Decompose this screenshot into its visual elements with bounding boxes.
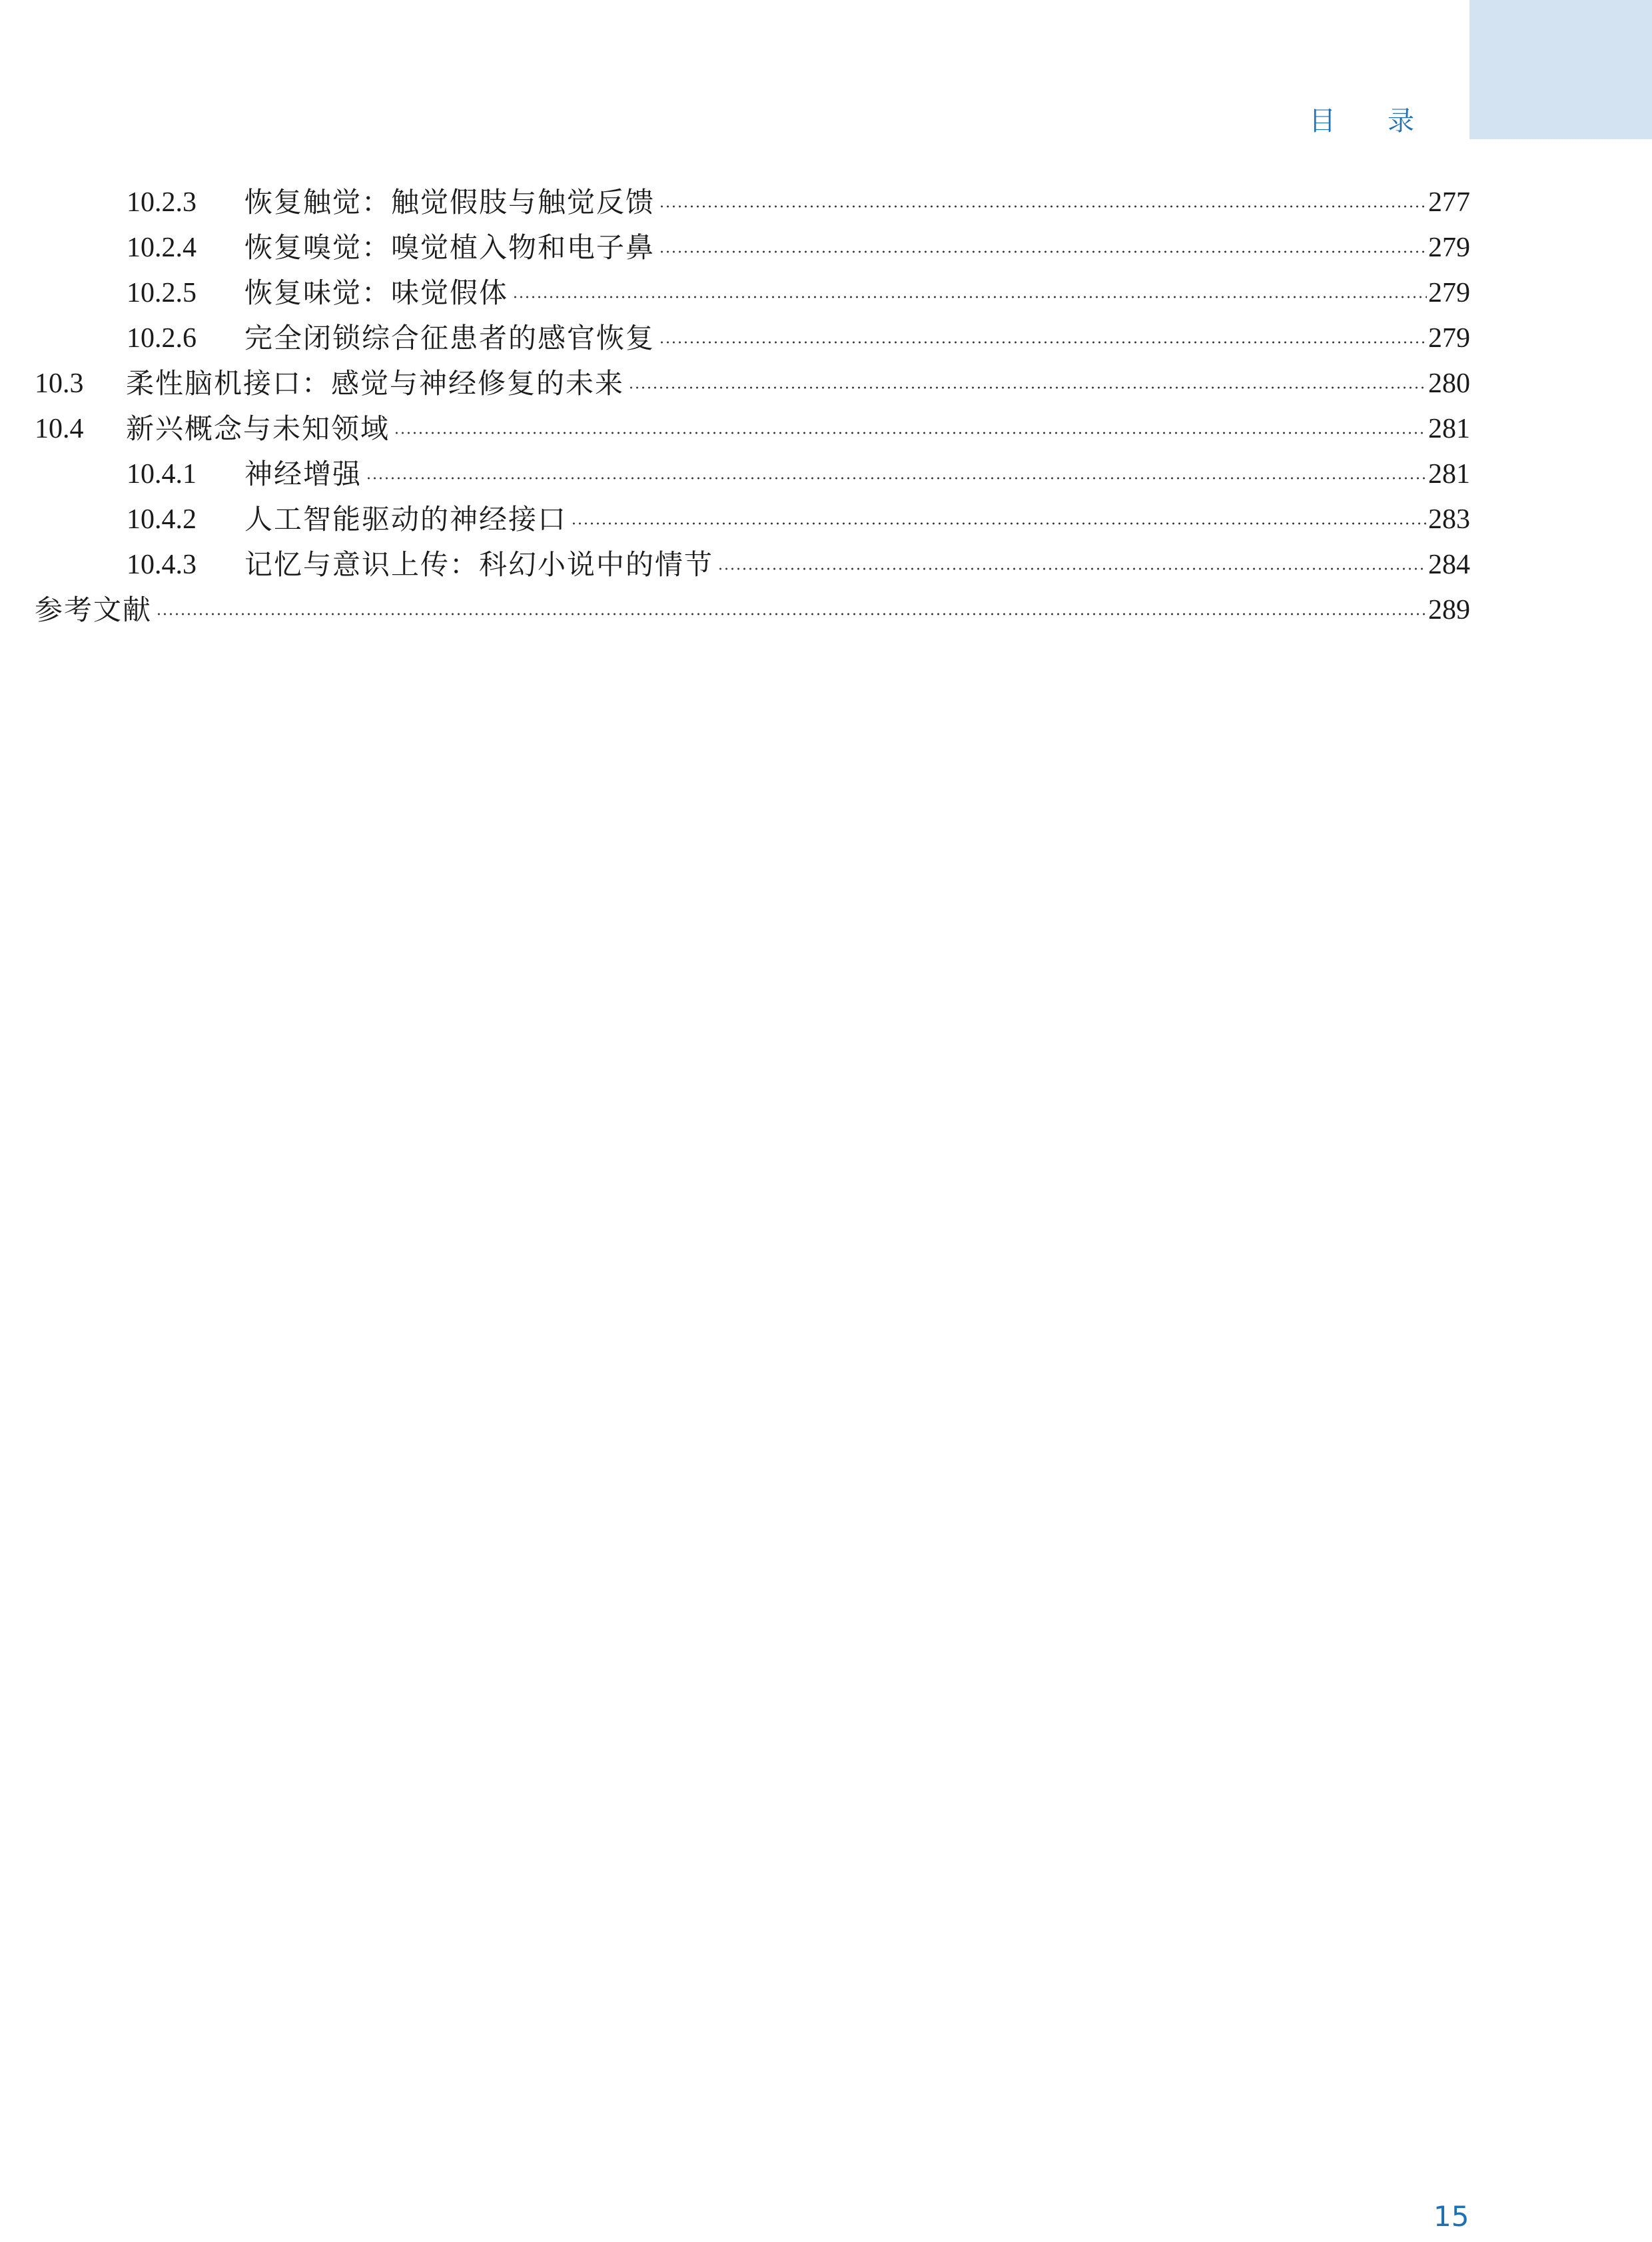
toc-entry[interactable] <box>127 180 1470 225</box>
toc-entry-number: 10.2.3 <box>127 187 197 218</box>
toc-entry[interactable] <box>127 316 1470 361</box>
toc-entry-title: 人工智能驱动的神经接口 <box>244 503 568 536</box>
toc-entry-title: 完全闭锁综合征患者的感官恢复 <box>244 322 655 354</box>
toc-dot-leader <box>628 386 1427 389</box>
toc-entry[interactable] <box>127 270 1470 316</box>
toc-entry-page: 284 <box>1428 550 1470 580</box>
toc-entry-page: 283 <box>1428 504 1470 535</box>
toc-entry[interactable] <box>127 542 1470 587</box>
toc-entry-number: 10.4.3 <box>127 550 197 580</box>
toc-dot-leader <box>659 341 1427 344</box>
toc-entry[interactable] <box>127 225 1470 270</box>
toc-entry-title: 记忆与意识上传：科幻小说中的情节 <box>244 548 714 581</box>
toc-entry-number: 10.3 <box>35 368 84 399</box>
toc-entry-page: 279 <box>1428 323 1470 354</box>
toc-dot-leader <box>366 477 1427 480</box>
toc-entry-title: 恢复嗅觉：嗅觉植入物和电子鼻 <box>244 231 655 264</box>
toc-entry-number: 10.2.6 <box>127 323 197 354</box>
toc-entry-page: 277 <box>1428 187 1470 218</box>
toc-entry[interactable] <box>127 497 1470 542</box>
toc-entry-references[interactable] <box>35 587 1470 633</box>
toc-entry-number: 10.4 <box>35 414 84 444</box>
page-header-title <box>1309 100 1414 138</box>
toc-dot-leader <box>156 613 1427 615</box>
toc-entry-number: 10.2.4 <box>127 232 197 263</box>
toc-entry-title: 恢复触觉：触觉假肢与触觉反馈 <box>244 186 655 218</box>
toc-dot-leader <box>571 522 1427 525</box>
corner-color-tab <box>1469 0 1652 139</box>
header-title-char-1: 目 <box>1309 106 1336 137</box>
toc-entry[interactable] <box>35 361 1470 406</box>
toc-entry-page: 280 <box>1428 368 1470 399</box>
toc-dot-leader <box>659 205 1427 208</box>
toc-entry-page: 289 <box>1428 595 1470 625</box>
toc-entry-page: 279 <box>1428 278 1470 308</box>
toc-entry-title: 柔性脑机接口：感觉与神经修复的未来 <box>126 367 625 400</box>
toc-dot-leader <box>512 296 1427 298</box>
toc-entry-number: 10.4.1 <box>127 459 197 490</box>
toc-entry-title: 恢复味觉：味觉假体 <box>244 276 509 309</box>
toc-entry-title: 神经增强 <box>244 458 362 490</box>
toc-dot-leader <box>717 567 1427 570</box>
toc-entry-title: 参考文献 <box>35 593 153 626</box>
toc-dot-leader <box>659 250 1427 253</box>
toc-entry-number: 10.2.5 <box>127 278 197 308</box>
toc-entry-page: 279 <box>1428 232 1470 263</box>
toc-entry-page: 281 <box>1428 414 1470 444</box>
toc-entry-title: 新兴概念与未知领域 <box>126 412 390 445</box>
toc-entry-page: 281 <box>1428 459 1470 490</box>
toc-dot-leader <box>394 432 1427 434</box>
toc-entry-number: 10.4.2 <box>127 504 197 535</box>
toc-entry[interactable] <box>127 452 1470 497</box>
toc-entry[interactable] <box>35 406 1470 452</box>
page-number: 15 <box>1434 2200 1469 2233</box>
header-title-char-2: 录 <box>1388 106 1414 137</box>
